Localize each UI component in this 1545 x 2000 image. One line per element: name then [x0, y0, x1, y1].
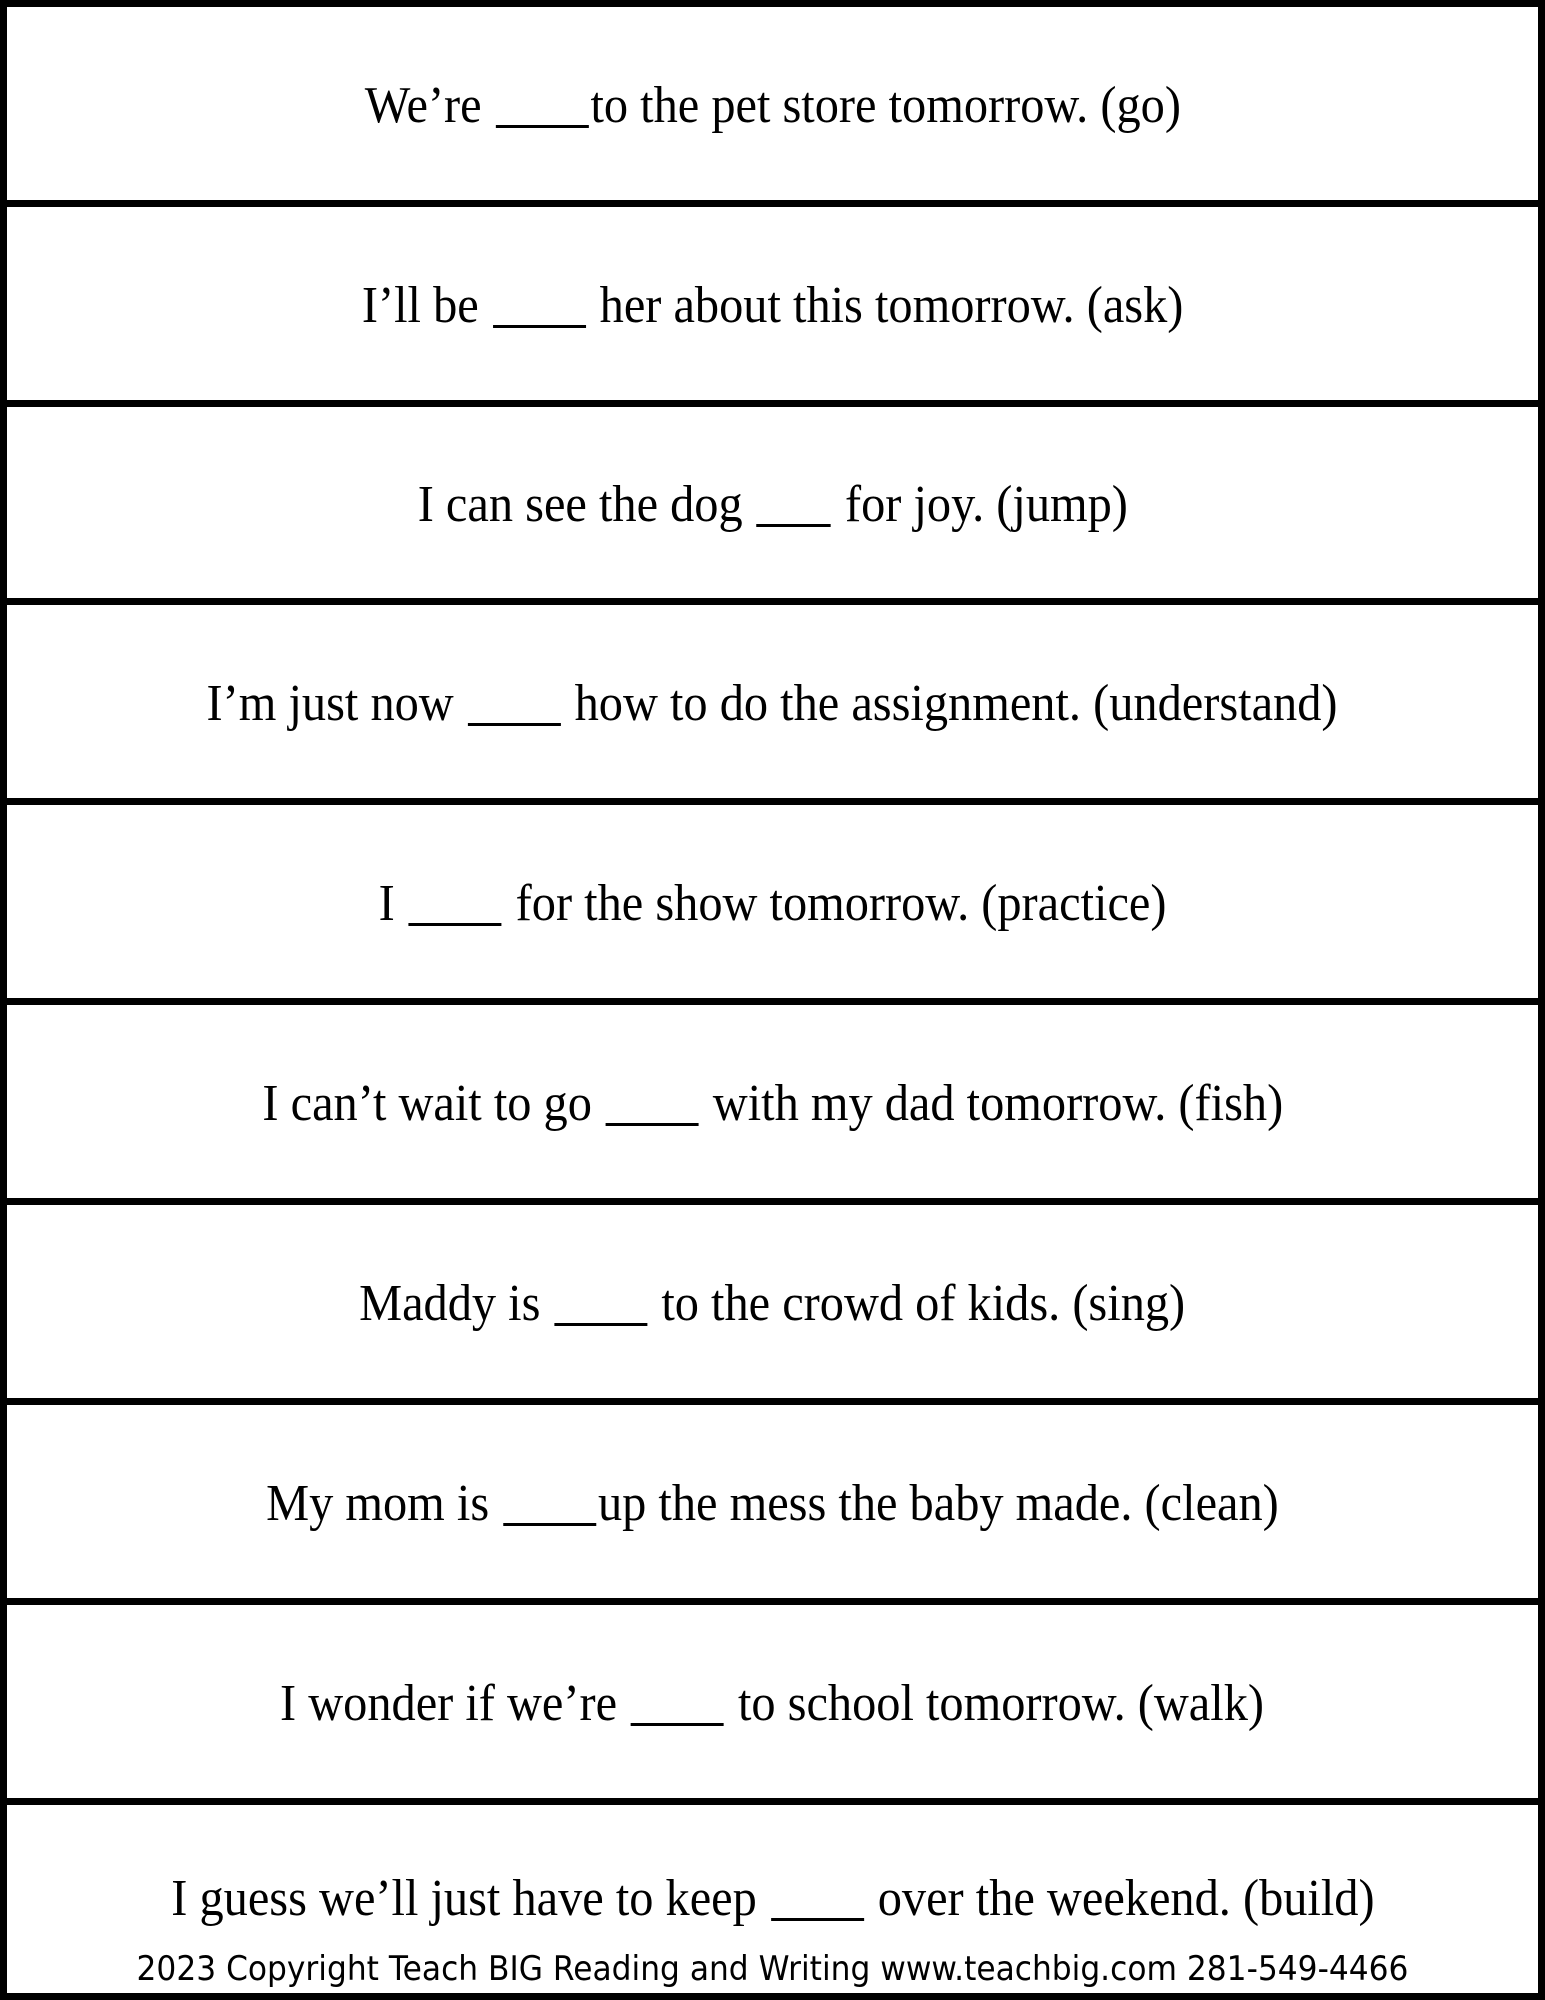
strip-divider-2: [7, 400, 1538, 407]
strip-divider-7: [7, 1398, 1538, 1405]
sentence-7-after: to the crowd of kids. (sing): [649, 1274, 1186, 1332]
blank-line-7: [555, 1276, 648, 1326]
strip-divider-1: [7, 200, 1538, 207]
sentence-2-before: I’ll be: [361, 276, 491, 334]
sentence-8-after: up the mess the baby made. (clean): [598, 1474, 1279, 1532]
sentence-3: [417, 471, 1127, 534]
sentence-10-before: I guess we’ll just have to keep: [170, 1869, 769, 1927]
sentence-strip-1: [7, 7, 1538, 200]
blank-line-10: [770, 1871, 863, 1921]
sentence-3-after: for joy. (jump): [832, 475, 1128, 533]
sentence-5-after: for the show tomorrow. (practice): [503, 874, 1167, 932]
sentence-6-before: I can’t wait to go: [262, 1074, 604, 1132]
blank-line-1: [495, 78, 588, 128]
sentence-7-before: Maddy is: [359, 1274, 553, 1332]
strip-divider-5: [7, 998, 1538, 1005]
blank-line-6: [606, 1076, 699, 1126]
sentence-5-before: I: [378, 874, 407, 932]
strip-divider-9: [7, 1798, 1538, 1805]
sentence-8: [266, 1470, 1279, 1533]
sentence-strip-8: [7, 1405, 1538, 1598]
sentence-10: [171, 1865, 1374, 1928]
sentence-strip-4: [7, 605, 1538, 798]
sentence-10-after: over the weekend. (build): [865, 1869, 1375, 1927]
sentence-6-after: with my dad tomorrow. (fish): [700, 1074, 1283, 1132]
sentence-1: [364, 72, 1180, 135]
sentence-6: [262, 1070, 1283, 1133]
sentence-4-before: I’m just now: [207, 674, 467, 732]
sentence-strip-9: [7, 1605, 1538, 1798]
sentence-9-before: I wonder if we’re: [280, 1674, 630, 1732]
sentence-9: [281, 1670, 1265, 1733]
sentence-1-after: to the pet store tomorrow. (go): [590, 76, 1181, 134]
sentence-2: [362, 272, 1183, 335]
blank-line-2: [493, 278, 586, 328]
strip-divider-8: [7, 1598, 1538, 1605]
blank-line-8: [503, 1476, 596, 1526]
sentence-7: [359, 1270, 1185, 1333]
sentence-3-before: I can see the dog: [417, 475, 755, 533]
strip-divider-6: [7, 1198, 1538, 1205]
sentence-2-after: her about this tomorrow. (ask): [587, 276, 1184, 334]
sentence-strip-7: [7, 1205, 1538, 1398]
sentence-9-after: to school tomorrow. (walk): [726, 1674, 1265, 1732]
sentence-strip-6: [7, 1005, 1538, 1198]
sentence-4: [207, 670, 1338, 733]
blank-line-3: [756, 477, 830, 527]
copyright-footer: 2023 Copyright Teach BIG Reading and Writing www.teachbig.com 281-549-4466: [136, 1949, 1409, 1989]
blank-line-4: [468, 676, 561, 726]
sentence-strip-2: [7, 207, 1538, 400]
sentence-8-before: My mom is: [266, 1474, 502, 1532]
sentence-strip-3: [7, 407, 1538, 598]
sentence-5: [379, 870, 1167, 933]
sentence-1-before: We’re: [364, 76, 494, 134]
blank-line-9: [631, 1676, 724, 1726]
strip-divider-3: [7, 598, 1538, 605]
sentence-strip-5: [7, 805, 1538, 998]
blank-line-5: [409, 876, 502, 926]
strip-divider-4: [7, 798, 1538, 805]
sentence-4-after: how to do the assignment. (understand): [563, 674, 1338, 732]
